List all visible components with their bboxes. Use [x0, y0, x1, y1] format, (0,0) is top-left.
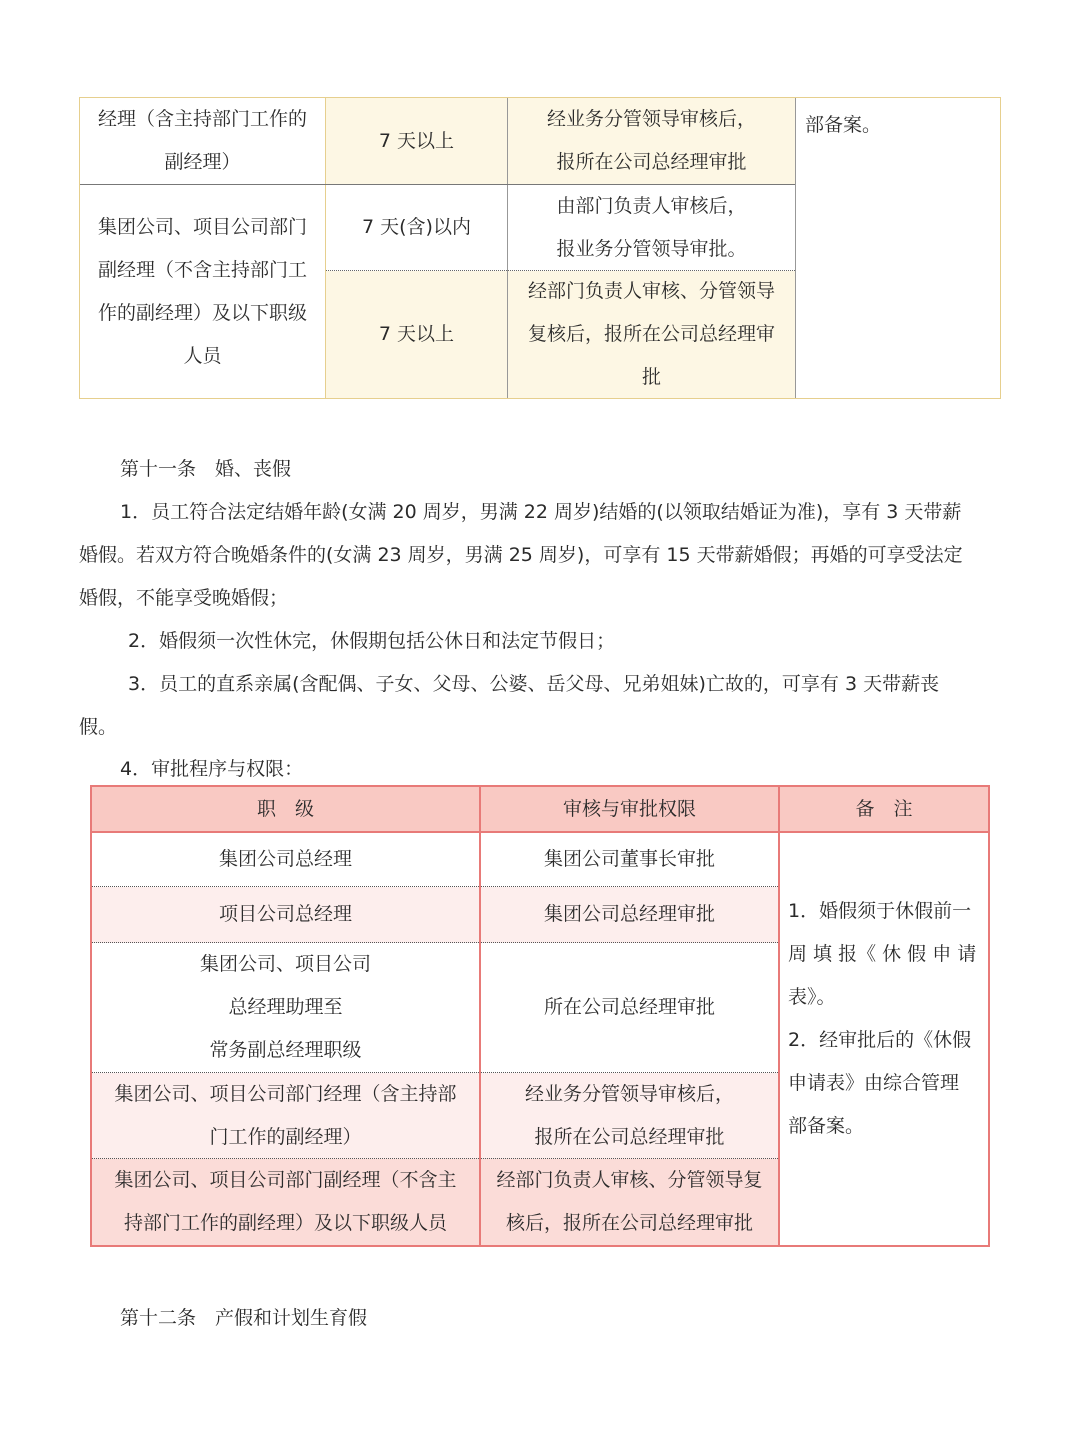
level-cell: 集团公司、项目公司 总经理助理至 常务副总经理职级	[92, 943, 479, 1073]
level-cell: 集团公司总经理	[92, 833, 479, 887]
note-cell: 1．婚假须于休假前一 周 填 报《 休 假 申 请 表》。 2．经审批后的《休假 申请表》由综合管理 部备案。	[780, 833, 988, 1245]
approval-cell: 所在公司总经理审批	[481, 943, 778, 1073]
note-text: 部备案。	[805, 114, 882, 136]
level-cell: 集团公司、项目公司部门经理（含主持部 门工作的副经理）	[92, 1073, 479, 1159]
paragraph-3-line: 假。	[79, 716, 118, 738]
level-cell: 经理（含主持部门工作的 副经理）	[80, 98, 325, 184]
duration-cell: 7 天以上	[326, 271, 507, 398]
paragraph-1-line: 婚假。若双方符合晚婚条件的(女满 23 周岁，男满 25 周岁)，可享有 15 天带薪婚假；再婚的可享受法定	[79, 544, 963, 566]
marriage-leave-approval-table	[90, 785, 990, 1247]
approval-cell: 经部门负责人审核、分管领导 复核后，报所在公司总经理审 批	[508, 271, 795, 398]
approval-cell: 集团公司总经理审批	[481, 887, 778, 943]
approval-cell: 经业务分管领导审核后， 报所在公司总经理审批	[481, 1073, 778, 1159]
approval-cell: 由部门负责人审核后， 报业务分管领导审批。	[508, 185, 795, 270]
note-cell	[796, 98, 1000, 398]
paragraph-1-line: 1．员工符合法定结婚年龄(女满 20 周岁，男满 22 周岁)结婚的(以领取结婚证为准)，享有 3 天带薪	[120, 501, 962, 523]
approval-cell: 经部门负责人审核、分管领导复 核后，报所在公司总经理审批	[481, 1159, 778, 1245]
duration-cell: 7 天(含)以内	[326, 185, 507, 270]
approval-cell: 集团公司董事长审批	[481, 833, 778, 887]
paragraph-1-line: 婚假，不能享受晚婚假；	[79, 587, 289, 609]
paragraph-2: 2．婚假须一次性休完，休假期包括公休日和法定节假日；	[128, 630, 616, 652]
level-cell: 集团公司、项目公司部门副经理（不含主 持部门工作的副经理）及以下职级人员	[92, 1159, 479, 1245]
paragraph-4: 4．审批程序与权限：	[120, 758, 304, 780]
section-12-title: 第十二条 产假和计划生育假	[120, 1307, 368, 1329]
approval-cell: 经业务分管领导审核后， 报所在公司总经理审批	[508, 98, 795, 184]
header-cell-approval: 审核与审批权限	[481, 787, 778, 831]
duration-cell: 7 天以上	[326, 98, 507, 184]
section-11-title: 第十一条 婚、丧假	[120, 458, 292, 480]
header-cell-level: 职 级	[92, 787, 479, 831]
level-cell: 集团公司、项目公司部门 副经理（不含主持部门工 作的副经理）及以下职级 人员	[80, 185, 325, 398]
paragraph-3-line: 3．员工的直系亲属(含配偶、子女、父母、公婆、岳父母、兄弟姐妹)亡故的，可享有 3 天带薪丧	[128, 673, 940, 695]
level-cell: 项目公司总经理	[92, 887, 479, 943]
header-cell-note: 备 注	[780, 787, 988, 831]
leave-approval-table-continued	[79, 97, 1001, 399]
